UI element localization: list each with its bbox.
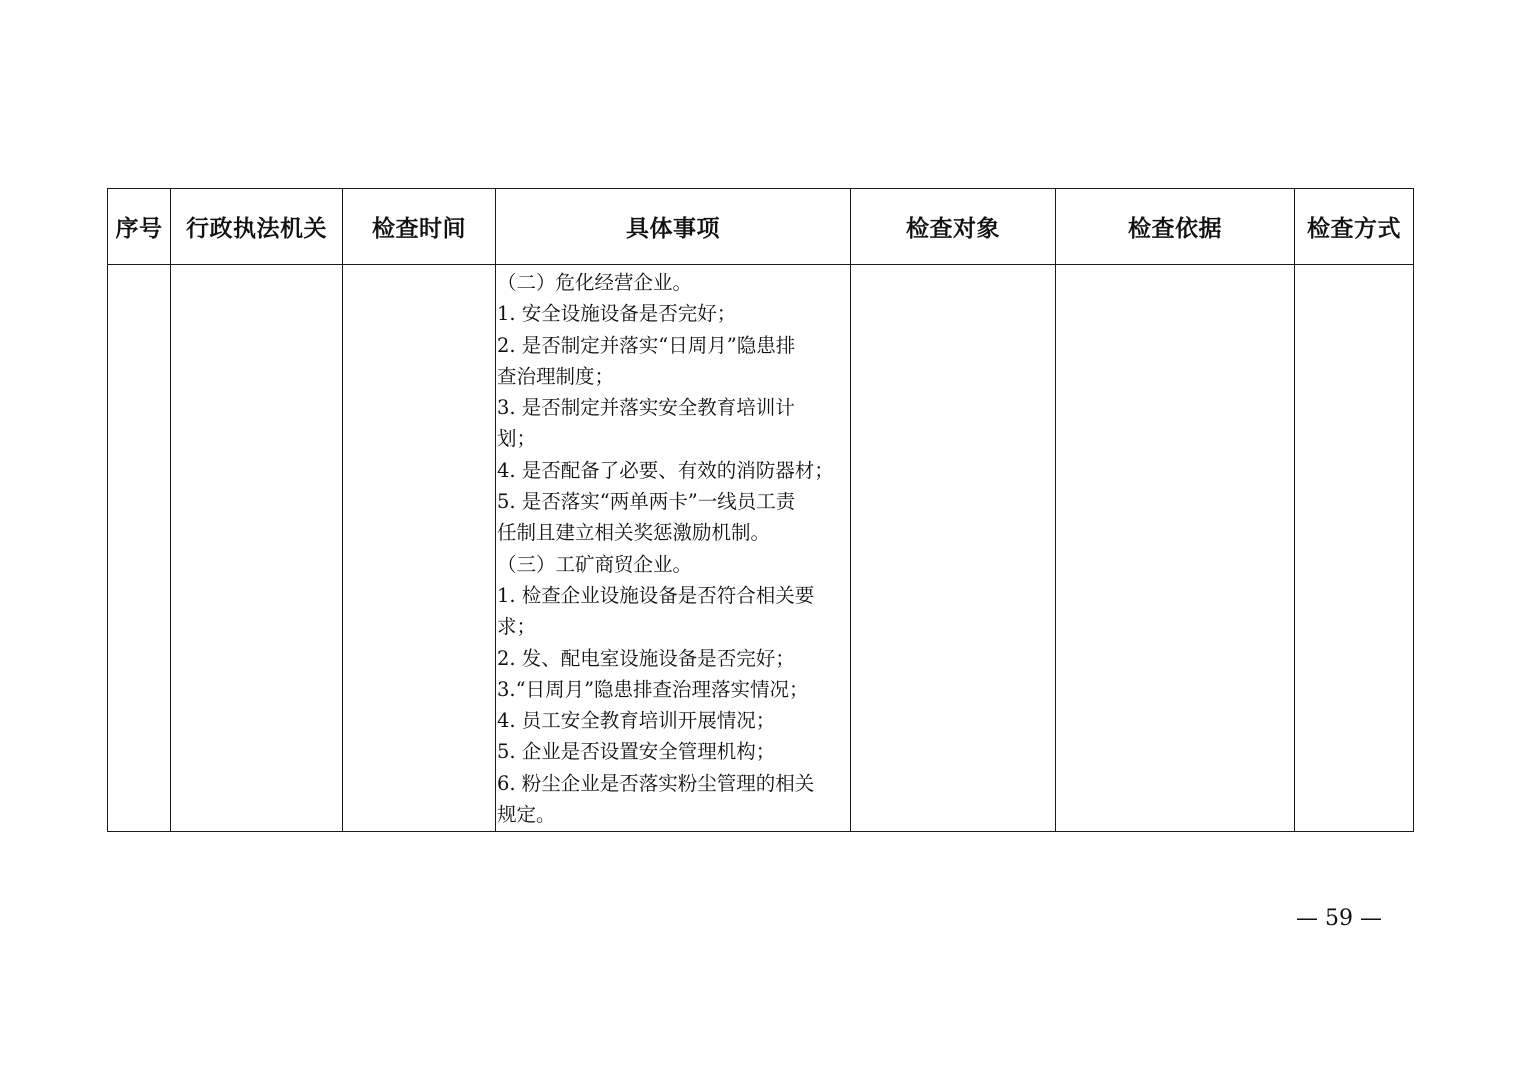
- matter-line: 2. 是否制定并落实“日周月”隐患排: [497, 333, 796, 357]
- matter-line: 4. 员工安全教育培训开展情况；: [497, 709, 776, 733]
- matter-line: 划；: [497, 427, 537, 451]
- cell-serial: [108, 265, 171, 832]
- matter-line: （二）危化经营企业。: [497, 271, 693, 294]
- header-target: 检查对象: [851, 189, 1056, 265]
- cell-method: [1295, 265, 1414, 832]
- header-matters: 具体事项: [496, 189, 851, 265]
- cell-basis: [1056, 265, 1295, 832]
- matter-line: 求；: [497, 615, 537, 639]
- header-method: 检查方式: [1295, 189, 1414, 265]
- matters-list: [496, 265, 850, 830]
- header-row: [108, 189, 1414, 265]
- matter-line: 5. 企业是否设置安全管理机构；: [497, 740, 776, 764]
- matter-line: （三）工矿商贸企业。: [497, 552, 693, 576]
- matter-line: 3. 是否制定并落实安全教育培训计: [497, 396, 795, 420]
- page-number: — 59 —: [1296, 906, 1382, 931]
- cell-target: [851, 265, 1056, 832]
- matter-line: 3.“日周月”隐患排查治理落实情况；: [497, 677, 809, 701]
- header-agency: 行政执法机关: [171, 189, 343, 265]
- cell-time: [343, 265, 496, 832]
- header-basis: 检查依据: [1056, 189, 1295, 265]
- header-time: 检查时间: [343, 189, 496, 265]
- matter-line: 规定。: [497, 803, 556, 827]
- matter-line: 1. 检查企业设施设备是否符合相关要: [497, 583, 815, 607]
- matter-line: 任制且建立相关奖惩激励机制。: [497, 521, 771, 545]
- header-serial: 序号: [108, 189, 171, 265]
- matter-line: 2. 发、配电室设施设备是否完好；: [497, 646, 795, 670]
- cell-agency: [171, 265, 343, 832]
- matter-line: 1. 安全设施设备是否完好；: [497, 302, 737, 326]
- table-row: [108, 265, 1414, 832]
- cell-matters: [496, 265, 851, 832]
- matter-line: 6. 粉尘企业是否落实粉尘管理的相关: [497, 771, 815, 795]
- inspection-table: [107, 188, 1414, 832]
- matter-line: 查治理制度；: [497, 364, 615, 388]
- matter-line: 5. 是否落实“两单两卡”一线员工责: [497, 490, 796, 514]
- matter-line: 4. 是否配备了必要、有效的消防器材；: [497, 458, 834, 482]
